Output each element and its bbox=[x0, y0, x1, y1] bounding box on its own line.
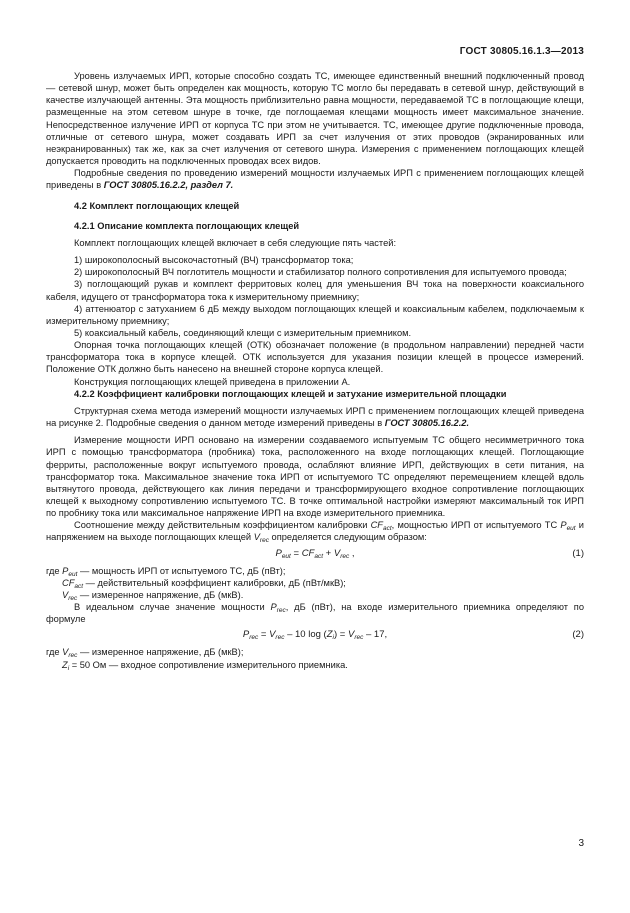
paragraph-reference-point: Опорная точка поглощающих клещей (ОТК) обозначает положение (в продольном направлении) передней части трансформатора тока в корпусе клещей. ОТК используется для указания позиции клещей в процессе измерений. Положение ОТК должно быть нанесено на внешней стороне корпуса клещей. bbox=[46, 340, 584, 375]
standard-code-header: ГОСТ 30805.16.1.3—2013 bbox=[459, 46, 584, 57]
list-item-5: 5) коаксиальный кабель, соединяющий клещи с измерительным приемником. bbox=[74, 327, 412, 338]
block-diagram-text: Структурная схема метода измерений мощности излучаемых ИРП с применением поглощающих клещей приведена на рисунке 2. Подробные сведения о данном методе измерений приведены в bbox=[46, 405, 584, 429]
formula-1-number: (1) bbox=[572, 547, 584, 559]
page-number: 3 bbox=[578, 838, 584, 849]
formula-1-expression: $P_{eut} = CF_{act} + V_{rec}$ , bbox=[275, 547, 355, 560]
definition-cf-act: $CF_{act}$ — действительный коэффициент калибровки, дБ (пВт/мкВ); bbox=[62, 577, 346, 590]
formula-1 bbox=[46, 548, 584, 562]
list-item-3: 3) поглощающий рукав и комплект ферритовых колец для уменьшения ВЧ тока на поверхности коаксиального кабеля, идущего от трансформатора тока к измерительному приемнику; bbox=[46, 279, 584, 302]
paragraph-intro: Уровень излучаемых ИРП, которые способно создать ТС, имеющее единственный внешний подключенный провод — сетевой шнур, может быть определен как мощность, которую ТС могло бы передавать в сетевой шнур, действующий в качестве излучающей антенны. Эта мощность приблизительно равна мощности, передаваемой ТС в поглощающие клещи, размещенные на этом сетевом шнуре в точке, где поглощаемая клещами мощность имеет максимальное значение. Непосредственное излучение ИРП от корпуса ТС при этом не учитывается. ТС, имеющее другие подключенные провода, отличные от сетевого шнура, может создавать ИРП за счет излучения от этих проводов (экранированных или неэкранированных) так же, как за счет излучения от сетевого шнура. Измерения с применением поглощающих клещей допускается проводить на подключенных проводах всех видов. bbox=[46, 71, 584, 167]
formula-2 bbox=[46, 629, 584, 643]
paragraph-construction: Конструкция поглощающих клещей приведена в приложении А. bbox=[74, 376, 351, 387]
paragraph-ideal-case: В идеальном случае значение мощности $P_{rec}$, дБ (пВт), на входе измерительного приемника определяют по формуле bbox=[46, 602, 584, 625]
formula-2-number: (2) bbox=[572, 629, 584, 641]
paragraph-relation: Соотношение между действительным коэффициентом калибровки $CF_{act}$, мощностью ИРП от испытуемого ТС $P_{eut}$ и напряжением на выходе поглощающих клещей $V_{rec}$ определяется следующим образом: bbox=[46, 520, 584, 545]
list-item-2: 2) широкополосный ВЧ поглотитель мощности и стабилизатор полного сопротивления для испытуемого провода; bbox=[74, 267, 567, 278]
definition-v-rec-2: где $V_{rec}$ — измеренное напряжение, дБ (мкВ); bbox=[46, 647, 244, 660]
section-heading-4-2-1: 4.2.1 Описание комплекта поглощающих клещей bbox=[74, 220, 300, 231]
paragraph-kit-parts: Комплект поглощающих клещей включает в себя следующие пять частей: bbox=[74, 237, 397, 248]
list-item-1: 1) широкополосный высокочастотный (ВЧ) трансформатор тока; bbox=[74, 255, 354, 266]
section-heading-4-2-2: 4.2.2 Коэффициент калибровки поглощающих клещей и затухание измерительной площадки bbox=[74, 388, 507, 399]
list-item-4: 4) аттенюатор с затуханием 6 дБ между выходом поглощающих клещей и коаксиальным кабелем, подключаемым к измерительному приемнику; bbox=[46, 303, 584, 326]
standard-reference-2: ГОСТ 30805.16.2.2. bbox=[384, 418, 470, 429]
paragraph-block-diagram bbox=[46, 405, 584, 429]
paragraph-measurement-principle: Измерение мощности ИРП основано на измерении создаваемого испытуемым ТС общего несимметричного тока ИРП с помощью трансформатора (пробника) тока, расположенного на входе поглощающих клещей. Поглощающие ферриты, расположенные вокруг испытуемого провода, ослабляют влияние ИРП, действующих в сети питания, на трансформатор тока. Максимальное значение тока ИРП от испытуемого ТС определяют перемещением клещей вдоль вытянутого провода, действующего как линия передачи и трансформирующего входное сопротивление поглощающих клещей к выходному сопротивлению испытуемого ТС. В точке оптимальной настройки измеряют максимальный ток ИРП по пробнику тока или максимальное напряжение ИРП на входе измерительного приемника. bbox=[46, 435, 584, 519]
reference-text: Подробные сведения по проведению измерений мощности излучаемых ИРП с применением поглощающих клещей приведены в bbox=[46, 168, 584, 191]
section-heading-4-2: 4.2 Комплект поглощающих клещей bbox=[74, 200, 240, 211]
formula-2-expression: $P_{rec} = V_{rec} - 10$ $\log (Z_i) = V_{rec} - 17$, bbox=[242, 629, 388, 642]
paragraph-reference bbox=[46, 167, 584, 191]
definition-p-eut: где $P_{eut}$ — мощность ИРП от испытуемого ТС, дБ (пВт); bbox=[46, 565, 286, 578]
document-body bbox=[46, 70, 584, 671]
definition-v-rec: $V_{rec}$ — измеренное напряжение, дБ (мкВ). bbox=[62, 589, 244, 602]
definition-z-i: $Z_i = 50$ Ом — входное сопротивление измерительного приемника. bbox=[62, 659, 348, 672]
standard-reference: ГОСТ 30805.16.2.2, раздел 7. bbox=[103, 180, 234, 191]
